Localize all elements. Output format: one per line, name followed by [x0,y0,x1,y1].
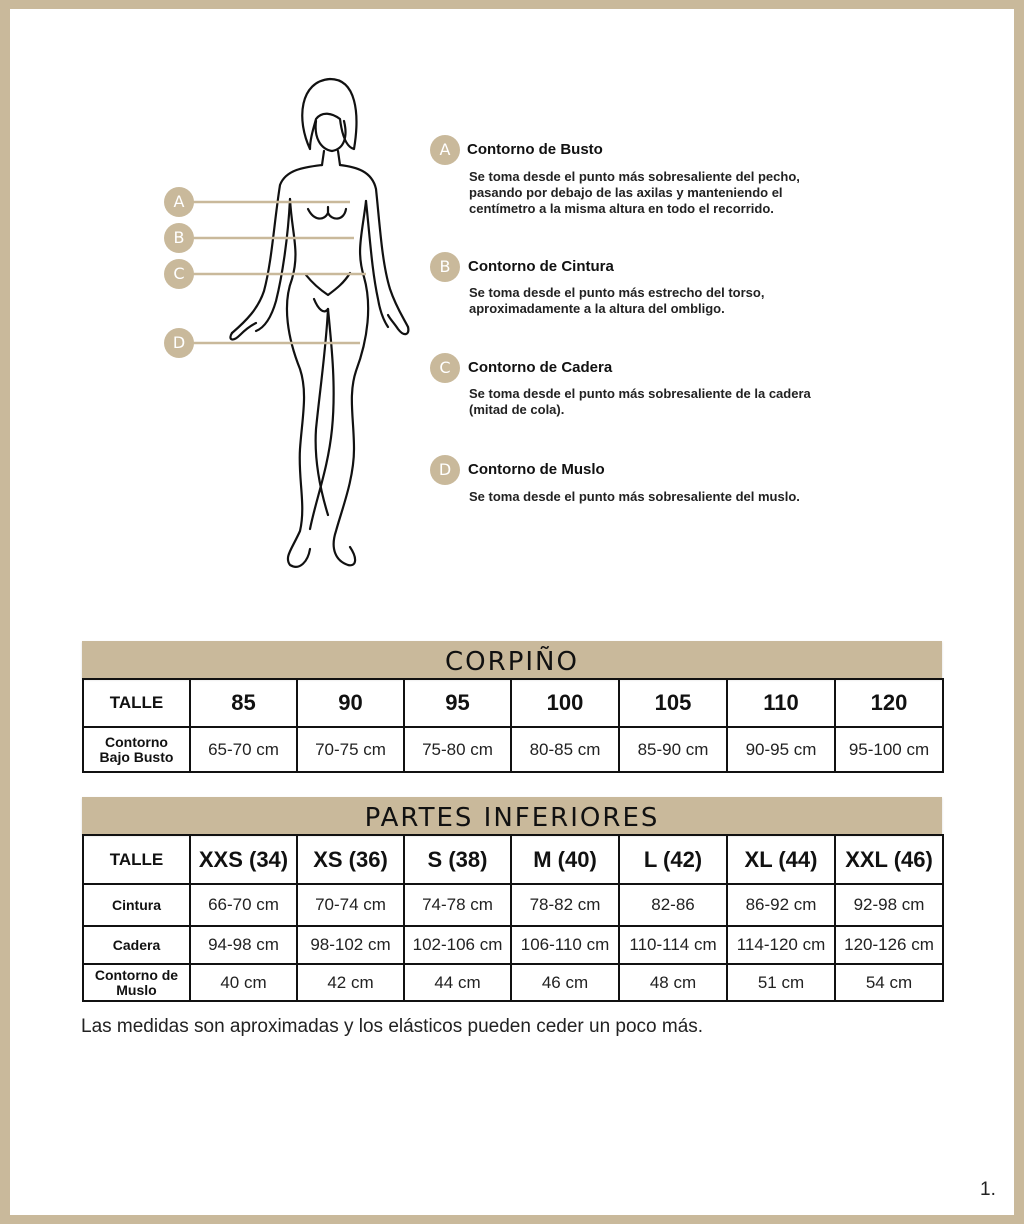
desc-line: aproximadamente a la altura del ombligo. [469,301,725,316]
value-cell: 90-95 cm [727,727,835,772]
size-cell: XXS (34) [190,835,297,884]
measure-desc-cintura [469,285,869,317]
value-cell: 92-98 cm [835,884,943,926]
talle-label: TALLE [83,679,190,727]
talle-label: TALLE [83,835,190,884]
value-cell: 42 cm [297,964,404,1001]
desc-line: pasando por debajo de las axilas y manteniendo el [469,185,783,200]
value-cell: 95-100 cm [835,727,943,772]
size-cell: 120 [835,679,943,727]
label-line: Contorno [105,733,168,750]
value-cell: 82-86 [619,884,727,926]
figure-badge-c: C [164,259,194,289]
value-cell: 86-92 cm [727,884,835,926]
value-cell: 48 cm [619,964,727,1001]
table-row [83,884,943,926]
size-cell: XS (36) [297,835,404,884]
figure-badge-d: D [164,328,194,358]
measure-title-cintura: Contorno de Cintura [468,258,614,275]
measure-desc-cadera [469,386,869,418]
value-cell: 70-75 cm [297,727,404,772]
row-label-cintura: Cintura [83,884,190,926]
size-cell: 110 [727,679,835,727]
table-row [83,679,943,727]
desc-line: Se toma desde el punto más sobresaliente de la cadera [469,386,811,401]
value-cell: 44 cm [404,964,511,1001]
table-row [83,835,943,884]
desc-line: Se toma desde el punto más estrecho del torso, [469,285,765,300]
size-cell: 95 [404,679,511,727]
table-row [83,727,943,772]
value-cell: 75-80 cm [404,727,511,772]
desc-line: centímetro a la misma altura en todo el recorrido. [469,201,774,216]
value-cell: 98-102 cm [297,926,404,964]
measure-badge-d: D [430,455,460,485]
size-cell: 105 [619,679,727,727]
figure-badge-b: B [164,223,194,253]
value-cell: 70-74 cm [297,884,404,926]
table-row [83,964,943,1001]
value-cell: 78-82 cm [511,884,619,926]
value-cell: 110-114 cm [619,926,727,964]
row-label-muslo [83,964,190,1001]
value-cell: 54 cm [835,964,943,1001]
value-cell: 102-106 cm [404,926,511,964]
value-cell: 46 cm [511,964,619,1001]
disclaimer-note: Las medidas son aproximadas y los elásticos pueden ceder un poco más. [81,1016,704,1037]
label-line: Muslo [116,981,157,998]
size-cell: XXL (46) [835,835,943,884]
value-cell: 51 cm [727,964,835,1001]
desc-line: Se toma desde el punto más sobresaliente del muslo. [469,489,800,504]
row-label-cadera: Cadera [83,926,190,964]
measure-title-cadera: Contorno de Cadera [468,359,613,376]
inferiores-table [82,834,944,1002]
size-cell: S (38) [404,835,511,884]
page-number: 1. [980,1179,996,1200]
row-label-bajo-busto [83,727,190,772]
value-cell: 40 cm [190,964,297,1001]
label-line: Bajo Busto [99,748,174,765]
corpino-table [82,678,944,773]
measure-badge-b: B [430,252,460,282]
measure-badge-c: C [430,353,460,383]
value-cell: 94-98 cm [190,926,297,964]
value-cell: 66-70 cm [190,884,297,926]
label-line: Contorno de [94,966,179,983]
size-cell: 90 [297,679,404,727]
figure-badge-a: A [164,187,194,217]
value-cell: 120-126 cm [835,926,943,964]
measure-title-muslo: Contorno de Muslo [468,461,605,478]
body-figure-area [10,9,1014,609]
value-cell: 74-78 cm [404,884,511,926]
measure-desc-muslo [469,489,869,505]
inferiores-header: PARTES INFERIORES [82,797,942,835]
value-cell: 80-85 cm [511,727,619,772]
page [10,9,1014,1215]
measure-desc-busto [469,169,869,217]
desc-line: (mitad de cola). [469,402,565,417]
measure-badge-a: A [430,135,460,165]
size-cell: 100 [511,679,619,727]
measure-title-busto: Contorno de Busto [467,141,603,158]
value-cell: 65-70 cm [190,727,297,772]
size-cell: 85 [190,679,297,727]
size-cell: M (40) [511,835,619,884]
value-cell: 106-110 cm [511,926,619,964]
table-row [83,926,943,964]
desc-line: Se toma desde el punto más sobresaliente del pecho, [469,169,800,184]
size-cell: L (42) [619,835,727,884]
value-cell: 114-120 cm [727,926,835,964]
value-cell: 85-90 cm [619,727,727,772]
size-cell: XL (44) [727,835,835,884]
corpino-header: CORPIÑO [82,641,942,679]
